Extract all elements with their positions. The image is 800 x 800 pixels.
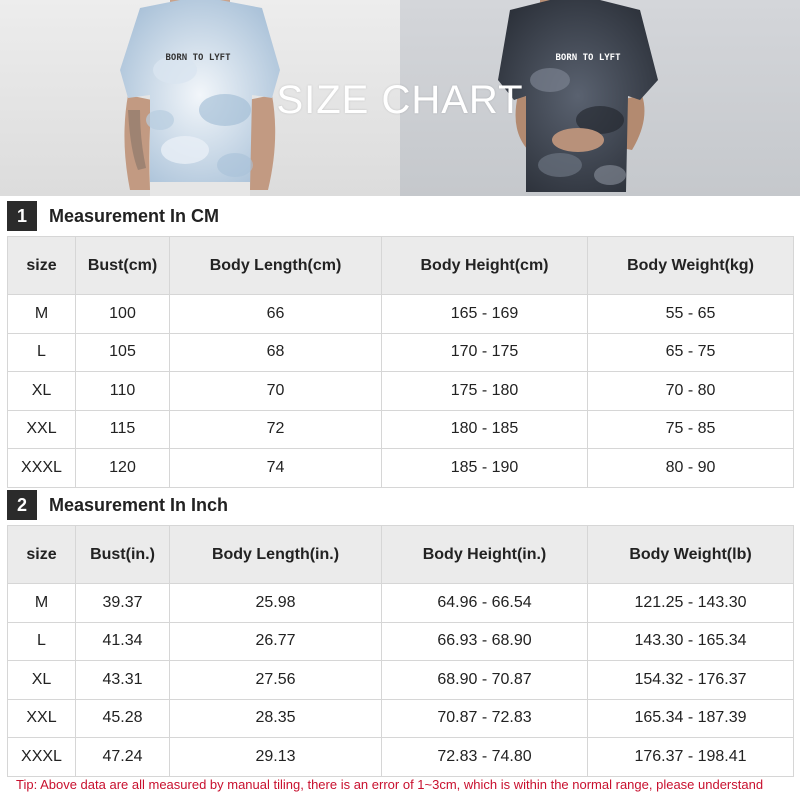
cell-size: M xyxy=(8,584,76,623)
header-body-length: Body Length(cm) xyxy=(170,237,382,295)
cell-bust: 43.31 xyxy=(76,661,170,700)
header-size: size xyxy=(8,237,76,295)
cell-body-length: 27.56 xyxy=(170,661,382,700)
cell-bust: 100 xyxy=(76,295,170,334)
cell-body-weight: 176.37 - 198.41 xyxy=(588,738,794,777)
table-row xyxy=(8,295,794,334)
cell-body-length: 72 xyxy=(170,410,382,449)
section-header-inch xyxy=(7,490,228,520)
cell-body-height: 185 - 190 xyxy=(382,449,588,488)
measurement-tip: Tip: Above data are all measured by manual tiling, there is an error of 1~3cm, which is within the normal range, please understand xyxy=(16,777,764,792)
cell-body-length: 74 xyxy=(170,449,382,488)
cell-bust: 115 xyxy=(76,410,170,449)
cell-bust: 120 xyxy=(76,449,170,488)
cell-bust: 45.28 xyxy=(76,699,170,738)
table-row xyxy=(8,738,794,777)
cell-size: L xyxy=(8,622,76,661)
cell-size: M xyxy=(8,295,76,334)
section-header-cm xyxy=(7,201,219,231)
cell-bust: 110 xyxy=(76,372,170,411)
cell-bust: 41.34 xyxy=(76,622,170,661)
cell-body-height: 64.96 - 66.54 xyxy=(382,584,588,623)
cell-body-weight: 143.30 - 165.34 xyxy=(588,622,794,661)
header-bust: Bust(in.) xyxy=(76,526,170,584)
section-number-badge: 2 xyxy=(7,490,37,520)
size-table-inch xyxy=(7,525,794,777)
table-row xyxy=(8,584,794,623)
cell-body-weight: 70 - 80 xyxy=(588,372,794,411)
cell-body-length: 66 xyxy=(170,295,382,334)
cell-body-weight: 154.32 - 176.37 xyxy=(588,661,794,700)
section-title: Measurement In Inch xyxy=(49,494,229,515)
table-row xyxy=(8,699,794,738)
table-row xyxy=(8,622,794,661)
cell-size: XXL xyxy=(8,410,76,449)
cell-size: XXXL xyxy=(8,449,76,488)
cell-body-length: 25.98 xyxy=(170,584,382,623)
cell-body-length: 70 xyxy=(170,372,382,411)
header-body-height: Body Height(in.) xyxy=(382,526,588,584)
shirt-print-left: BORN TO LYFT xyxy=(165,53,231,63)
cell-body-height: 175 - 180 xyxy=(382,372,588,411)
cell-bust: 47.24 xyxy=(76,738,170,777)
section-title: Measurement In CM xyxy=(49,205,220,226)
cell-body-length: 28.35 xyxy=(170,699,382,738)
header-size: size xyxy=(8,526,76,584)
cell-body-weight: 80 - 90 xyxy=(588,449,794,488)
table-row xyxy=(8,333,794,372)
table-row xyxy=(8,410,794,449)
header-bust: Bust(cm) xyxy=(76,237,170,295)
cell-size: L xyxy=(8,333,76,372)
table-row xyxy=(8,372,794,411)
header-body-length: Body Length(in.) xyxy=(170,526,382,584)
cell-body-weight: 121.25 - 143.30 xyxy=(588,584,794,623)
banner xyxy=(0,0,800,196)
banner-title: SIZE CHART xyxy=(276,78,524,122)
shirt-print-right: BORN TO LYFT xyxy=(555,53,621,63)
cell-body-height: 66.93 - 68.90 xyxy=(382,622,588,661)
cell-size: XL xyxy=(8,661,76,700)
header-body-weight: Body Weight(lb) xyxy=(588,526,794,584)
section-number-badge: 1 xyxy=(7,201,37,231)
size-table-cm xyxy=(7,236,794,488)
header-body-weight: Body Weight(kg) xyxy=(588,237,794,295)
cell-body-length: 68 xyxy=(170,333,382,372)
cell-body-height: 68.90 - 70.87 xyxy=(382,661,588,700)
cell-body-height: 180 - 185 xyxy=(382,410,588,449)
cell-body-length: 29.13 xyxy=(170,738,382,777)
table-row xyxy=(8,661,794,700)
cell-body-weight: 165.34 - 187.39 xyxy=(588,699,794,738)
cell-body-height: 72.83 - 74.80 xyxy=(382,738,588,777)
cell-body-weight: 55 - 65 xyxy=(588,295,794,334)
table-header-row xyxy=(8,526,794,584)
cell-size: XXXL xyxy=(8,738,76,777)
header-body-height: Body Height(cm) xyxy=(382,237,588,295)
cell-body-length: 26.77 xyxy=(170,622,382,661)
table-row xyxy=(8,449,794,488)
table-header-row xyxy=(8,237,794,295)
cell-bust: 39.37 xyxy=(76,584,170,623)
cell-size: XL xyxy=(8,372,76,411)
cell-body-weight: 75 - 85 xyxy=(588,410,794,449)
cell-body-height: 70.87 - 72.83 xyxy=(382,699,588,738)
cell-bust: 105 xyxy=(76,333,170,372)
cell-size: XXL xyxy=(8,699,76,738)
cell-body-height: 170 - 175 xyxy=(382,333,588,372)
cell-body-height: 165 - 169 xyxy=(382,295,588,334)
cell-body-weight: 65 - 75 xyxy=(588,333,794,372)
